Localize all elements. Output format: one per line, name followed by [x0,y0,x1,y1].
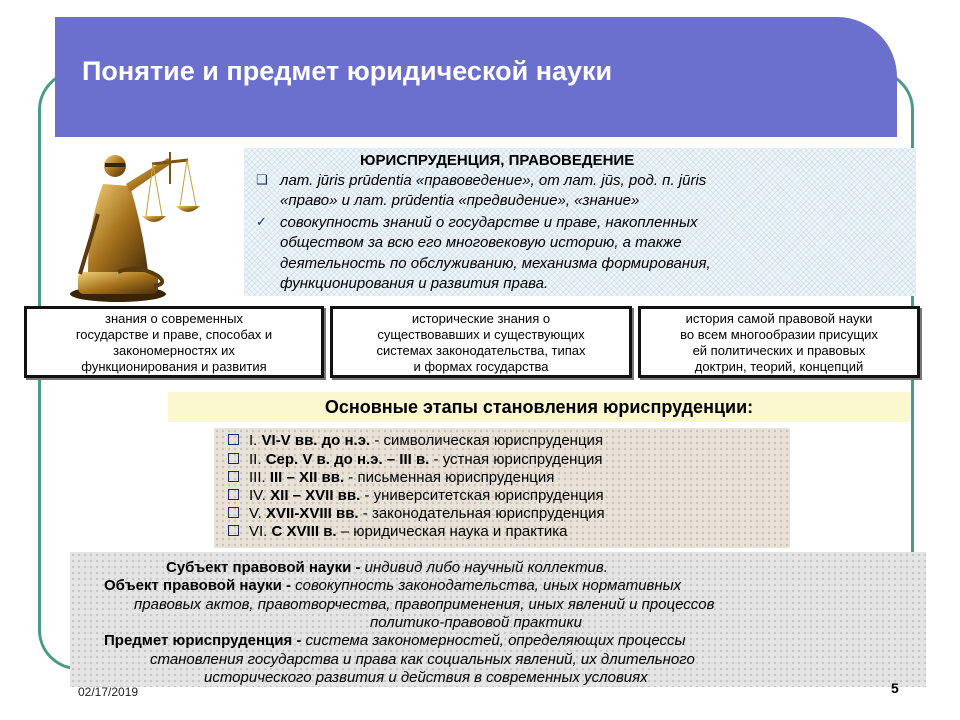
knowledge-box-line: во всем многообразии присущих [680,327,878,342]
square-bullet-icon [228,453,239,464]
knowledge-box-line: ей политических и правовых [692,343,866,358]
knowledge-box-line: знания о современных [105,311,243,326]
slide-title: Понятие и предмет юридической науки [82,56,613,86]
subject-matter-line-2: становления государства и права как социальных явлений, их длительного [150,651,695,668]
title-bar-underline [55,137,850,143]
knowledge-box-line: системах законодательства, типах [376,343,586,358]
square-bullet-icon [228,471,239,482]
object-line-1: Объект правовой науки - совокупность законодательства, иных нормативных [104,577,682,594]
square-bullet-icon [228,434,239,445]
stage-item: II. Сер. V в. до н.э. – III в. - устная юриспруденция [228,451,603,468]
etymology-line-2: «право» и лат. prūdentia «предвидение», «знание» [280,192,640,209]
etymology-line-1: лат. jūris prūdentia «правоведение», от лат. jūs, род. п. jūris [280,172,707,189]
slide-date: 02/17/2019 [78,685,139,699]
square-bullet-icon [228,525,239,536]
object-line-2: правовых актов, правотворчества, правоприменения, иных явлений и процессов [134,596,715,613]
stage-item: IV. XII – XVII вв. - университетская юриспруденция [228,487,604,504]
knowledge-box-modern [24,306,324,378]
themis-statue-image [58,144,228,304]
stages-heading: Основные этапы становления юриспруденции: [168,392,910,422]
object-line-3: политико-правовой практики [370,614,582,631]
meaning-line-1: совокупность знаний о государстве и праве, накопленных [280,214,698,231]
knowledge-box-historical [330,306,632,378]
square-bullet-icon [228,507,239,518]
page-number: 5 [891,680,899,696]
square-bullet-icon [228,489,239,500]
knowledge-box-history-of-science [638,306,920,378]
stage-item: V. XVII-XVIII вв. - законодательная юриспруденция [228,505,605,522]
knowledge-box-line: история самой правовой науки [685,311,873,326]
stage-item: I. VI-V вв. до н.э. - символическая юриспруденция [228,432,603,449]
knowledge-box-line: и формах государства [413,359,549,374]
subject-matter-line-3: исторического развития и действия в современных условиях [204,669,648,686]
knowledge-box-line: государстве и праве, способах и [75,327,273,342]
meaning-line-2: обществом за всю его многовековую историю, а также [280,234,682,251]
stage-item: VI. С XVIII в. – юридическая наука и практика [228,523,567,540]
checkmark-bullet-icon: ✓ [256,214,267,229]
meaning-line-3: деятельность по обслуживанию, механизма формирования, [280,255,711,272]
meaning-line-4: функционирования и развития права. [280,275,549,292]
knowledge-box-line: закономерностях их [113,343,235,358]
stage-item: III. III – XII вв. - письменная юриспруденция [228,469,554,486]
knowledge-box-line: функционирования и развития [81,359,267,374]
knowledge-box-line: доктрин, теорий, концепций [694,359,864,374]
knowledge-box-line: существовавших и существующих [377,327,585,342]
square-bullet-icon: ❑ [256,172,268,187]
definition-heading: ЮРИСПРУДЕНЦИЯ, ПРАВОВЕДЕНИЕ [360,152,635,169]
subject-matter-line-1: Предмет юриспруденция - система закономерностей, определяющих процессы [104,632,686,649]
subject-line: Субъект правовой науки - индивид либо научный коллектив. [166,559,608,576]
knowledge-box-line: исторические знания о [411,311,551,326]
